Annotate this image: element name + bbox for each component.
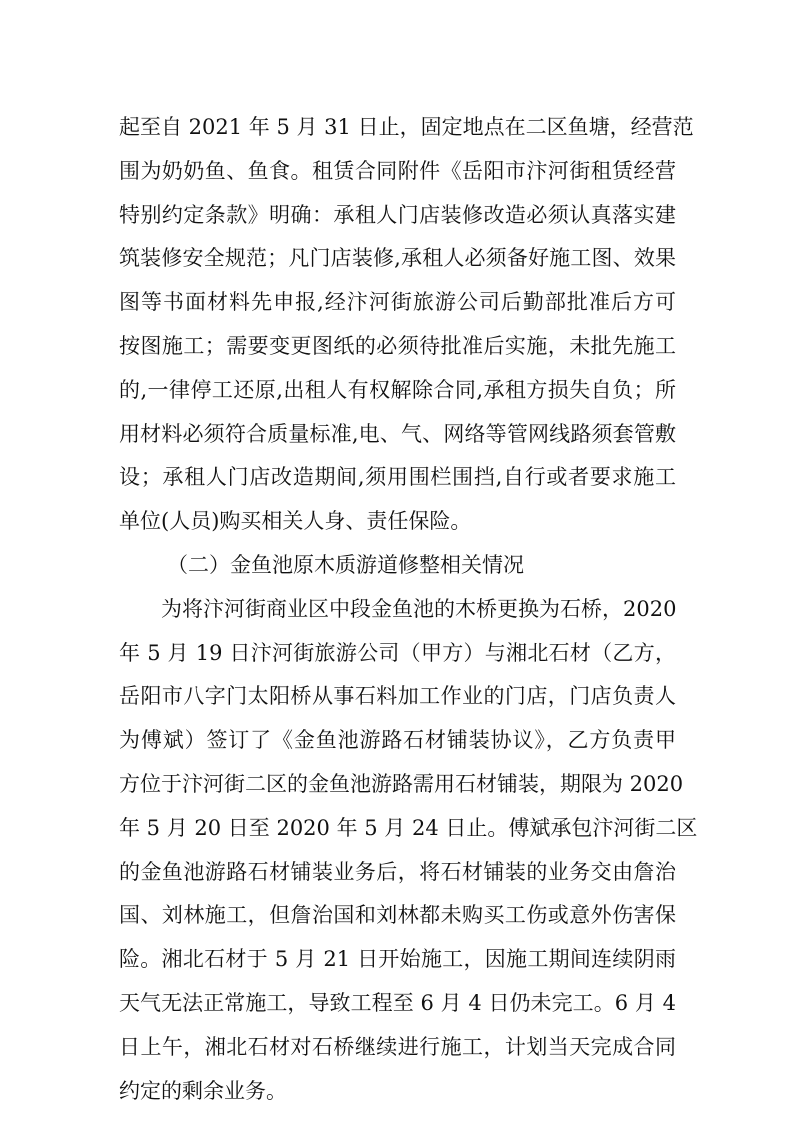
text-line: 设；承租人门店改造期间,须用围栏围挡,自行或者要求施工 [119,465,676,490]
text-line: 起至自 2021 年 5 月 31 日止，固定地点在二区鱼塘，经营范 [119,115,694,139]
text-line: 图等书面材料先申报,经汴河街旅游公司后勤部批准后方可 [119,290,676,315]
section-heading: （二）金鱼池原木质游道修整相关情况 [167,552,524,577]
paragraph-stone-bridge [119,588,698,1114]
text-line: 的,一律停工还原,出租人有权解除合同,承租方损失自负；所 [119,377,676,402]
text-line: 国、刘林施工，但詹治国和刘林都未购买工伤或意外伤害保 [119,903,676,928]
text-line: 筑装修安全规范；凡门店装修,承租人必须备好施工图、效果 [119,246,676,271]
document-page [119,106,698,1113]
text-line: 年 5 月 20 日至 2020 年 5 月 24 日止。傅斌承包汴河街二区 [119,815,698,840]
text-line: 岳阳市八字门太阳桥从事石料加工作业的门店，门店负责人 [119,684,676,709]
paragraph-lease-terms [119,106,694,544]
text-line: 特别约定条款》明确：承租人门店装修改造必须认真落实建 [119,202,676,227]
text-line: 按图施工；需要变更图纸的必须待批准后实施，未批先施工 [119,333,676,358]
text-line: 险。湘北石材于 5 月 21 日开始施工，因施工期间连续阴雨 [119,947,676,972]
text-line: 年 5 月 19 日汴河街旅游公司（甲方）与湘北石材（乙方， [119,640,676,665]
text-line: 日上午，湘北石材对石桥继续进行施工，计划当天完成合同 [119,1034,676,1059]
text-line: 天气无法正常施工，导致工程至 6 月 4 日仍未完工。6 月 4 [119,990,676,1015]
text-line: 方位于汴河街二区的金鱼池游路需用石材铺装，期限为 2020 [119,771,684,796]
text-line: 为将汴河街商业区中段金鱼池的木桥更换为石桥，2020 [161,596,677,621]
text-line: 约定的剩余业务。 [119,1078,287,1103]
text-line: 为傅斌）签订了《金鱼池游路石材铺装协议》，乙方负责甲 [119,728,676,753]
text-line: 围为奶奶鱼、鱼食。租赁合同附件《岳阳市汴河街租赁经营 [119,158,676,183]
text-line: 单位(人员)购买相关人身、责任保险。 [119,509,472,534]
text-line: 用材料必须符合质量标准,电、气、网络等管网线路须套管敷 [119,421,676,446]
text-line: 的金鱼池游路石材铺装业务后，将石材铺装的业务交由詹治 [119,859,676,884]
